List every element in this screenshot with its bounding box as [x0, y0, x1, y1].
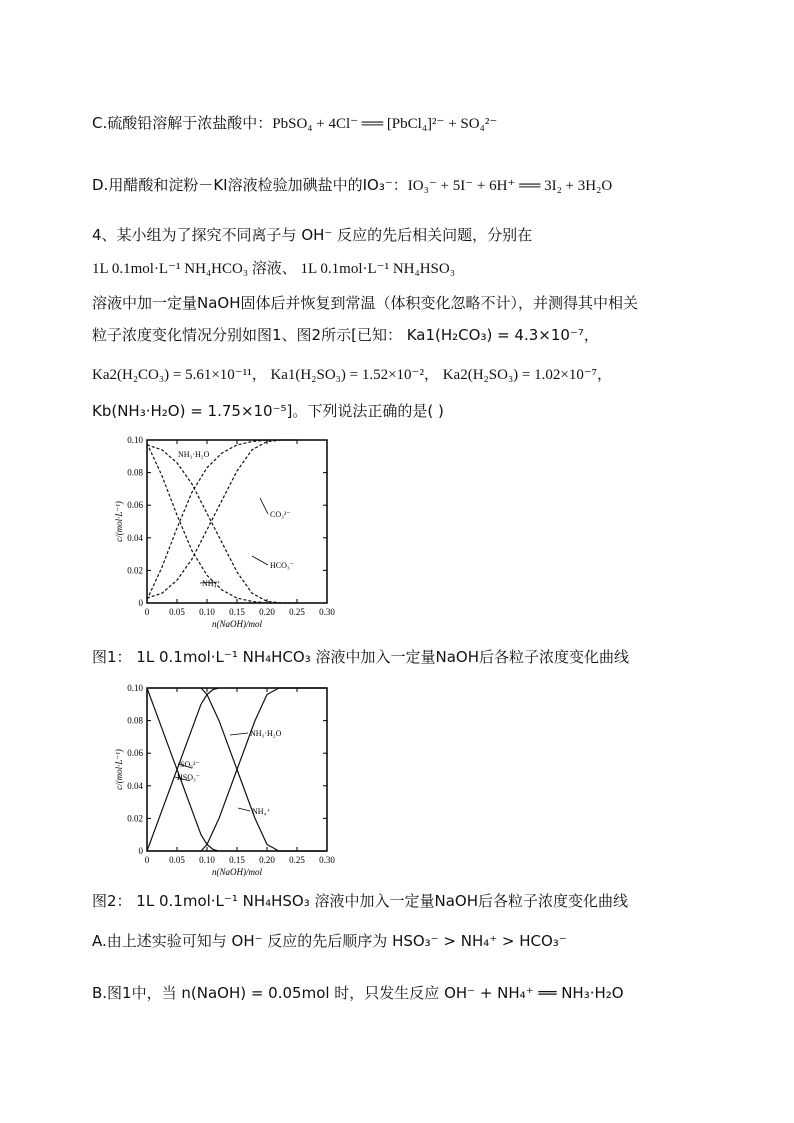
series-line [147, 440, 297, 598]
x-tick-label: 0.15 [229, 855, 245, 865]
label-leader-line [238, 808, 250, 811]
x-axis-label: n(NaOH)/mol [212, 619, 262, 629]
option-d-equation: IO₃⁻ + 5I⁻ + 6H⁺ ══ 3I₂ + 3H₂O [407, 178, 613, 194]
option-c-text: 硫酸铅溶解于浓盐酸中： [107, 114, 273, 132]
figure-2-chart [112, 680, 335, 885]
y-tick-label: 0.04 [127, 780, 143, 791]
x-tick-label: 0 [144, 855, 150, 865]
series-line [147, 445, 297, 603]
x-tick-label: 0.25 [289, 607, 305, 617]
x-tick-label: 0.20 [259, 855, 275, 865]
option-c-prefix: C. [92, 114, 108, 132]
y-tick-label: 0.02 [127, 813, 143, 824]
x-tick-label: 0.30 [319, 855, 335, 865]
question-4-line-1: 4、某小组为了探究不同离子与 OH⁻ 反应的先后相关问题，分别在 [92, 226, 533, 244]
plot-frame [147, 440, 327, 603]
option-b: B.图1中，当 n(NaOH) = 0.05mol 时，只发生反应 OH⁻ + NH₄⁺ ══ NH₃·H₂O [92, 984, 624, 1002]
y-tick-label: 0 [138, 598, 143, 608]
label-leader-line [260, 498, 268, 514]
x-tick-label: 0.05 [169, 607, 185, 617]
figure-2-caption: 图2： 1L 0.1mol·L⁻¹ NH₄HSO₃ 溶液中加入一定量NaOH后各粒子浓度变化曲线 [92, 892, 629, 910]
option-c-equation: PbSO₄ + 4Cl⁻ ══ [PbCl₄]²⁻ + SO₄²⁻ [272, 116, 498, 132]
series-line [147, 688, 327, 851]
y-tick-label: 0.08 [127, 467, 143, 478]
x-tick-label: 0.05 [169, 855, 185, 865]
series-label: CO₃²⁻ [270, 510, 291, 519]
question-4-line-4: 粒子浓度变化情况分别如图1、图2所示[已知： Ka1(H₂CO₃) = 4.3×10⁻⁷， [92, 326, 599, 344]
question-4-line-5: Ka2(H₂CO₃) = 5.61×10⁻¹¹， Ka1(H₂SO₃) = 1.52×10⁻²， Ka2(H₂SO₃) = 1.02×10⁻⁷， [92, 367, 612, 383]
x-tick-label: 0.10 [199, 607, 215, 617]
y-tick-label: 0.02 [127, 565, 143, 576]
series-label: NH₄⁺ [202, 579, 221, 588]
y-tick-label: 0.06 [127, 748, 143, 759]
y-tick-label: 0.04 [127, 532, 143, 543]
series-line [147, 440, 297, 600]
y-tick-label: 0.10 [127, 683, 143, 693]
y-tick-label: 0.08 [127, 715, 143, 726]
y-axis-label: c/(mol·L⁻¹) [114, 749, 124, 790]
series-label: NH₃·H₂O [250, 729, 282, 738]
series-label: NH₃·H₂O [178, 450, 210, 459]
option-a: A.由上述实验可知与 OH⁻ 反应的先后顺序为 HSO₃⁻ > NH₄⁺ > HCO₃⁻ [92, 932, 567, 950]
x-tick-label: 0 [144, 607, 150, 617]
x-axis-label: n(NaOH)/mol [212, 867, 262, 877]
question-4-line-2: 1L 0.1mol·L⁻¹ NH₄HCO₃ 溶液、 1L 0.1mol·L⁻¹ NH₄HSO₃ [92, 261, 455, 277]
question-4-line-3: 溶液中加一定量NaOH固体后并恢复到常温（体积变化忽略不计），并测得其中相关 [92, 294, 639, 312]
series-label: HSO₃⁻ [177, 773, 201, 782]
x-tick-label: 0.15 [229, 607, 245, 617]
x-tick-label: 0.25 [289, 855, 305, 865]
x-tick-label: 0.30 [319, 607, 335, 617]
figure-1-chart [112, 432, 335, 637]
question-4-line-6: Kb(NH₃·H₂O) = 1.75×10⁻⁵]。下列说法正确的是( ) [92, 402, 444, 420]
option-d-text: 用醋酸和淀粉－KI溶液检验加碘盐中的IO₃⁻： [108, 176, 408, 194]
y-tick-label: 0.10 [127, 435, 143, 445]
y-axis-label: c/(mol·L⁻¹) [114, 501, 124, 542]
label-leader-line [230, 733, 248, 735]
y-tick-label: 0.06 [127, 500, 143, 511]
y-tick-label: 0 [138, 846, 143, 856]
series-label: HCO₃⁻ [270, 561, 294, 570]
option-d-prefix: D. [92, 176, 109, 194]
x-tick-label: 0.10 [199, 855, 215, 865]
figure-1-caption: 图1： 1L 0.1mol·L⁻¹ NH₄HCO₃ 溶液中加入一定量NaOH后各粒子浓度变化曲线 [92, 648, 629, 666]
series-line [147, 443, 297, 603]
series-label: NH₄⁺ [252, 807, 271, 816]
x-tick-label: 0.20 [259, 607, 275, 617]
option-d [92, 174, 612, 197]
label-leader-line [252, 556, 268, 565]
series-label: SO₃²⁻ [180, 760, 200, 769]
option-c [92, 112, 497, 135]
